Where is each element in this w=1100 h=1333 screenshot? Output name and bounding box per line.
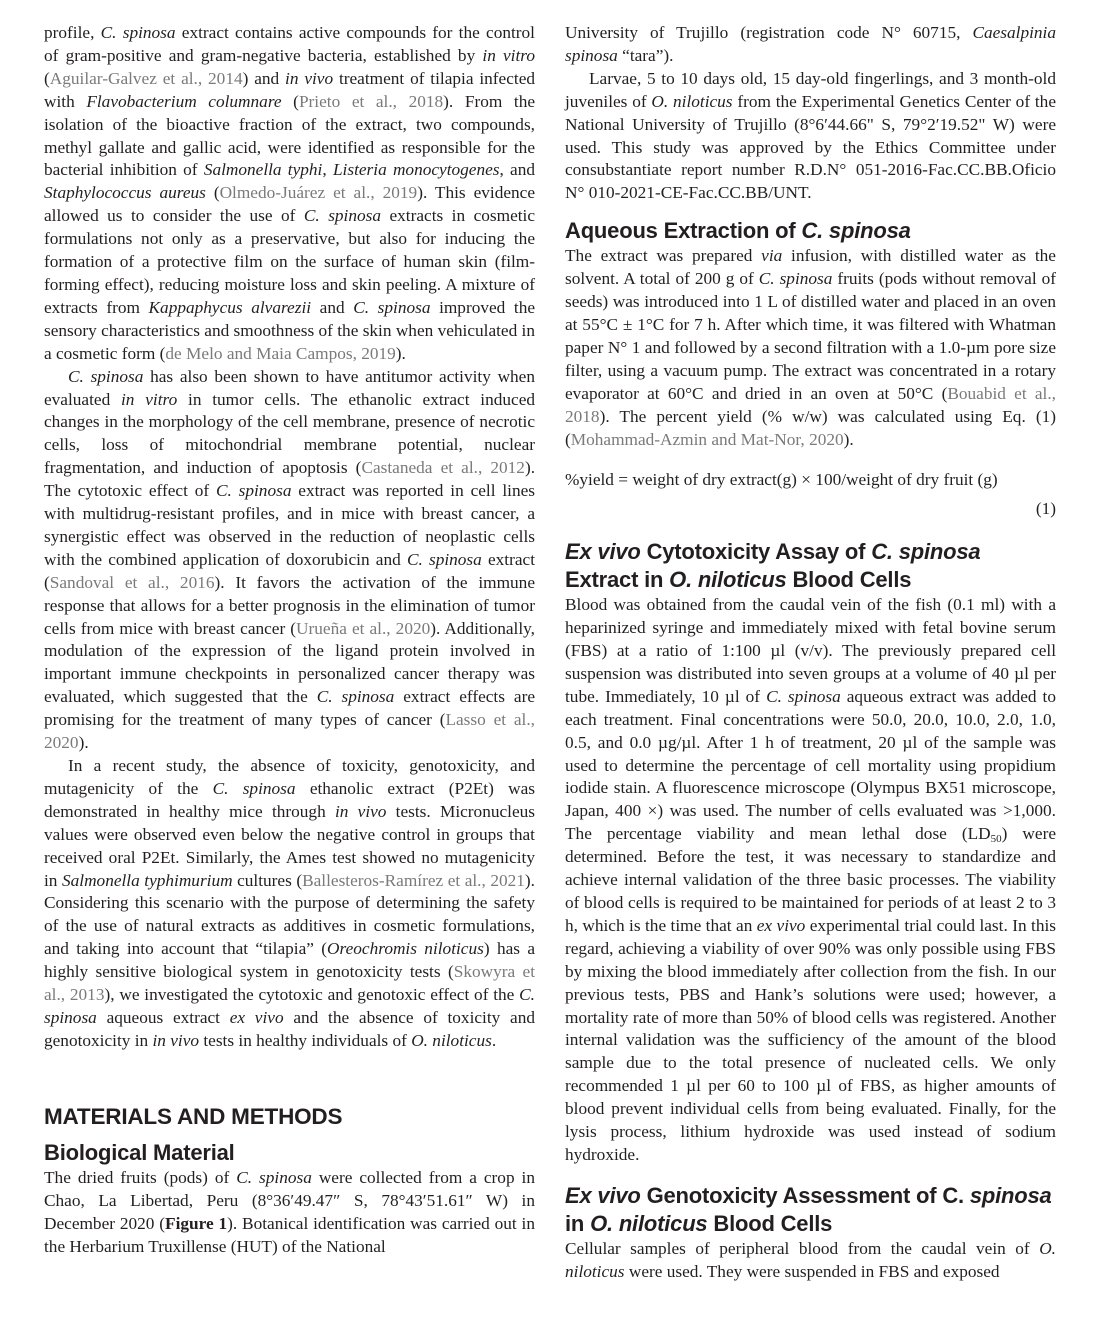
right-column xyxy=(565,22,1056,1284)
citation-link[interactable]: Prieto et al., 2018 xyxy=(298,91,444,111)
italic-text: C. spinosa xyxy=(871,539,981,565)
italic-text: C. spinosa xyxy=(758,269,833,289)
citation-link[interactable]: Mohammad-Azmin and Mat-Nor, 2020 xyxy=(570,429,844,449)
subheading-aqueous-extraction: Aqueous Extraction of C. spinosa xyxy=(565,218,911,244)
citation-link[interactable]: Bouabid et al., 2018 xyxy=(565,383,1056,426)
biological-material-paragraph: The dried fruits (pods) of C. spinosa were collected from a crop in Chao, La Libertad, Peru (8°36′49.47″ S, 78°43′51.61″ W) in December 2020 (Figure 1). Botanical identification was carried out in the Herbarium Truxillense (HUT) of the National xyxy=(44,1167,535,1256)
italic-text: C. spinosa xyxy=(303,206,382,226)
equation-number: (1) xyxy=(1035,499,1056,519)
italic-text: C. spinosa xyxy=(236,1167,312,1187)
aqueous-extraction-paragraph: The extract was prepared via infusion, with distilled water as the solvent. A total of 200 g of C. spinosa fruits (pods without removal of seeds) was introduced into 1 L of distilled water and placed in an oven at 55°C ± 1°C for 7 h. After which time, it was filtered with Whatman paper N° 1 and followed by a second filtration with a 1.0-µm pore size filter, using a vacuum pump. The extract was concentrated in a rotary evaporator at 60°C and dried in an oven at 50°C (Bouabid et al., 2018). The percent yield (% w/w) was calculated using Eq. (1) (Mohammad-Azmin and Mat-Nor, 2020). xyxy=(565,246,1057,449)
italic-text: Oreochromis niloticus xyxy=(327,939,484,959)
italic-text: C. spinosa xyxy=(215,481,292,501)
genotoxicity-paragraph: Cellular samples of peripheral blood from the caudal vein of O. niloticus were used. They were suspended in FBS and exposed xyxy=(565,1238,1056,1281)
citation-link[interactable]: Aguilar-Galvez et al., 2014 xyxy=(49,68,243,88)
citation-link[interactable]: Ballesteros-Ramírez et al., 2021 xyxy=(302,870,525,890)
italic-text: C. spinosa xyxy=(316,687,395,707)
citation-link[interactable]: de Melo and Maia Campos, 2019 xyxy=(165,343,396,363)
citation-link[interactable]: Lasso et al., 2020 xyxy=(44,710,535,753)
italic-text: spinosa xyxy=(969,1182,1052,1208)
italic-text: C. spinosa xyxy=(406,549,482,569)
italic-text: ex vivo xyxy=(756,915,806,935)
subheading-cytotoxicity-assay: Ex vivo Cytotoxicity Assay of C. spinosa Extract in O. niloticus Blood Cells xyxy=(565,539,981,593)
italic-text: O. niloticus xyxy=(651,91,733,111)
section-heading-materials-methods: MATERIALS AND METHODS xyxy=(44,1103,343,1129)
italic-text: Caesalpinia spinosa xyxy=(565,23,1056,65)
italic-text: O. niloticus xyxy=(565,1238,1056,1281)
subheading-genotoxicity-assessment: Ex vivo Genotoxicity Assessment of C. spinosa in O. niloticus Blood Cells xyxy=(565,1182,1052,1236)
intro-paragraph-2: C. spinosa has also been shown to have antitumor activity when evaluated in vitro in tumor cells. The ethanolic extract induced changes in the morphology of the cell membrane, presence of necrotic cells, loss of mitochondrial membrane potential, nuclear fragmentation, and induction of apoptosis (Castaneda et al., 2012). The cytotoxic effect of C. spinosa extract was reported in cell lines with multidrug-resistant profiles, and in mice with breast cancer, a synergistic effect was observed in the reduction of neoplastic cells with the combined application of doxorubicin and C. spinosa extract (Sandoval et al., 2016). It favors the activation of the immune response that allows for a better prognosis in the elimination of tumor cells from mice with breast cancer (Urueña et al., 2020). Additionally, modulation of the expression of the ligand protein involved in important immune checkpoints in personalized cancer therapy was evaluated, which suggested that the C. spinosa extract effects are promising for the treatment of many types of cancer (Lasso et al., 2020). xyxy=(44,366,536,753)
italic-text: C. spinosa xyxy=(100,23,176,42)
italic-text: C. spinosa xyxy=(801,218,911,244)
italic-text: Ex vivo xyxy=(565,539,641,565)
biological-material-continued: University of Trujillo (registration code N° 60715, Caesalpinia spinosa “tara”). xyxy=(565,23,1056,65)
citation-link[interactable]: Skowyra et al., 2013 xyxy=(44,962,535,1005)
intro-paragraph-3: In a recent study, the absence of toxicity, genotoxicity, and mutagenicity of the C. spinosa ethanolic extract (P2Et) was demonstrated in healthy mice through in vivo tests. Micronucleus values were observed even below the negative control in groups that received oral P2Et. Similarly, the Ames test showed no mutagenicity in Salmonella typhimurium cultures (Ballesteros-Ramírez et al., 2021). Considering this scenario with the purpose of determining the safety of the use of natural extracts as additives in cosmetic formulations, and taking into account that “tilapia” (Oreochromis niloticus) has a highly sensitive biological system in genotoxicity tests (Skowyra et al., 2013), we investigated the cytotoxic and genotoxic effect of the C. spinosa aqueous extract ex vivo and the absence of toxicity and genotoxicity in in vivo tests in healthy individuals of O. niloticus. xyxy=(44,756,535,1050)
left-column xyxy=(44,22,535,1258)
italic-text: in vivo xyxy=(285,68,334,88)
italic-text: C. spinosa xyxy=(766,686,841,706)
italic-text: Staphylococcus aureus xyxy=(44,183,206,203)
subheading-biological-material: Biological Material xyxy=(44,1139,235,1165)
italic-text: in vitro xyxy=(121,389,178,409)
italic-text: in vitro xyxy=(482,45,535,65)
italic-text: O. niloticus xyxy=(411,1030,492,1050)
italic-text: Flavobacterium columnare xyxy=(86,91,282,111)
italic-text: Ex vivo xyxy=(565,1182,641,1208)
italic-text: O. niloticus xyxy=(590,1210,708,1236)
italic-text: via xyxy=(761,246,783,266)
italic-text: C. spinosa xyxy=(353,297,431,317)
italic-text: Listeria monocytogenes xyxy=(332,160,500,180)
italic-text: in vivo xyxy=(334,801,387,821)
citation-link[interactable]: Sandoval et al., 2016 xyxy=(49,572,215,592)
citation-link[interactable]: Olmedo-Juárez et al., 2019 xyxy=(219,183,418,203)
figure-reference[interactable]: Figure 1 xyxy=(165,1213,228,1233)
citation-link[interactable]: Urueña et al., 2020 xyxy=(296,618,431,638)
equation-body: %yield = weight of dry extract(g) × 100/weight of dry fruit (g) xyxy=(565,470,998,490)
italic-text: Kappaphycus alvarezii xyxy=(148,297,312,317)
italic-text: C. spinosa xyxy=(68,366,144,386)
citation-link[interactable]: Castaneda et al., 2012 xyxy=(361,458,525,478)
italic-text: in vivo xyxy=(152,1030,200,1050)
animals-paragraph: Larvae, 5 to 10 days old, 15 day-old fingerlings, and 3 month-old juveniles of O. niloticus from the Experimental Genetics Center of the National University of Trujillo (8°6′44.66" S, 79°2′19.52" W) were used. This study was approved by the Ethics Committee under consubstantiate report number R.D.N° 051-2016-Fac.CC.BB.Oficio N° 010-2021-CE-Fac.CC.BB/UNT. xyxy=(565,68,1056,203)
cytotoxicity-paragraph: Blood was obtained from the caudal vein of the fish (0.1 ml) with a heparinized syringe and immediately mixed with fetal bovine serum (FBS) at a ratio of 1:100 µl (v/v). The previously prepared cell suspension was distributed into seven groups at a volume of 40 µl per tube. Immediately, 10 µl of C. spinosa aqueous extract was added to each treatment. Final concentrations were 50.0, 20.0, 10.0, 2.0, 1.0, 0.5, and 0.0 µg/µl. After 1 h of treatment, 20 µl of the sample was used to determine the percentage of cell mortality using propidium iodide stain. A fluorescence microscope (Olympus BX51 microscope, Japan, 400 ×) was used. The number of cells evaluated was >1,000. The percentage viability and mean lethal dose $(LD_{50})$ were determined. Before the test, it was necessary to standardize and achieve internal validation of the three basic processes. The viability of blood cells is required to be maintained for periods of at least 2 to 3 h, which is the time that an ex vivo experimental trial could last. In this regard, achieving a viability of over 90% was only possible using FBS by mixing the blood immediately after collection from the fish. In our previous tests, PBS and Hank’s solutions were used; however, a mortality rate of more than 50% of blood cells was registered. Another internal validation was the sufficiency of the amount of the blood sample due to the total presence of nucleated cells. We only recommended 1 µl per 60 to 100 µl of FBS, as higher amounts of blood prevent individual cells from being evaluated. Finally, for the lysis process, lithium hydroxide was used instead of sodium hydroxide. xyxy=(565,595,1057,1164)
italic-text: Salmonella typhi xyxy=(203,160,323,180)
italic-text: Salmonella typhimurium xyxy=(61,870,233,890)
subscript: 50 xyxy=(990,833,1002,846)
italic-text: C. spinosa xyxy=(44,985,535,1027)
italic-text: C. spinosa xyxy=(212,778,296,798)
italic-text: ex vivo xyxy=(229,1007,284,1027)
italic-text: O. niloticus xyxy=(669,567,787,593)
yield-equation xyxy=(565,469,1056,521)
intro-paragraph-1: profile, C. spinosa extract contains active compounds for the control of gram-positive and gram-negative bacteria, established by in vitro (Aguilar-Galvez et al., 2014) and in vivo treatment of tilapia infected with Flavobacterium columnare (Prieto et al., 2018). From the isolation of the bioactive fraction of the extract, two compounds, methyl gallate and gallic acid, were identified as responsible for the bacterial inhibition of Salmonella typhi, Listeria monocytogenes, and Staphylococcus aureus (Olmedo-Juárez et al., 2019). This evidence allowed us to consider the use of C. spinosa extracts in cosmetic formulations not only as a preservative, but also for inducing the formation of a protective film on the surface of human skin (film-forming effect), reducing moisture loss and skin peeling. A mixture of extracts from Kappaphycus alvarezii and C. spinosa improved the sensory characteristics and smoothness of the skin when vehiculated in a cosmetic form (de Melo and Maia Campos, 2019). xyxy=(44,23,536,363)
